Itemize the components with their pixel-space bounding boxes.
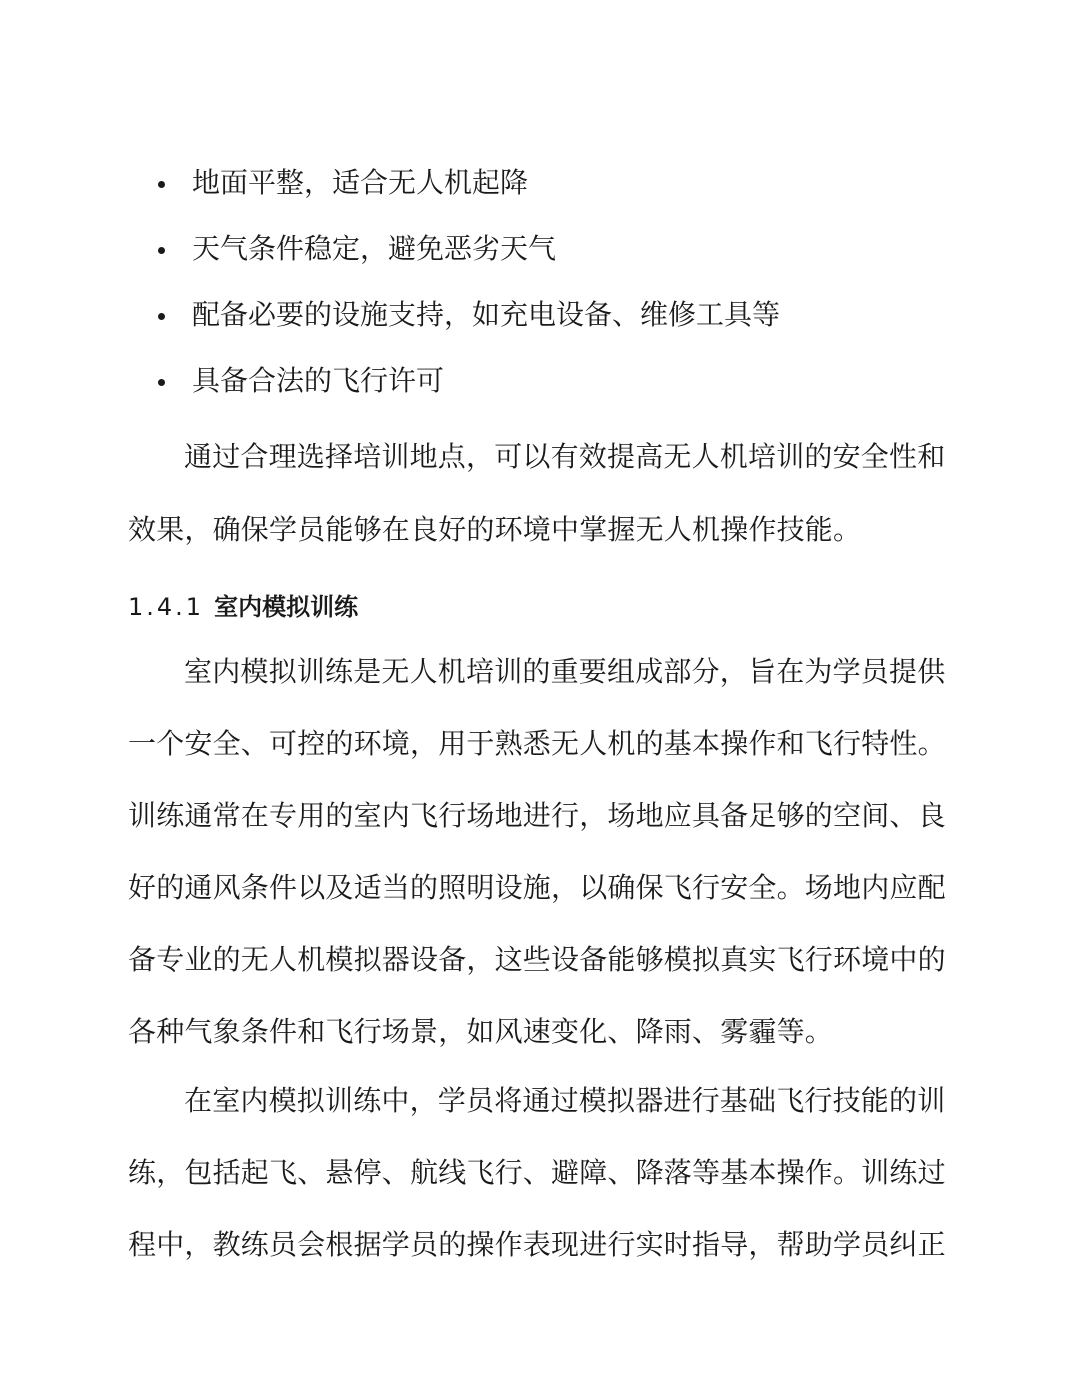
summary-paragraph xyxy=(128,420,958,566)
section-heading xyxy=(128,585,358,629)
paragraph-line: 一个安全、可控的环境，用于熟悉无人机的基本操作和飞行特性。 xyxy=(128,727,946,760)
paragraph-line: 训练通常在专用的室内飞行场地进行，场地应具备足够的空间、良 xyxy=(128,799,946,832)
intro-paragraph xyxy=(128,636,958,1068)
list-item xyxy=(150,287,780,353)
training-paragraph xyxy=(128,1065,958,1281)
list-item-text: 天气条件稳定，避免恶劣天气 xyxy=(192,232,557,265)
paragraph-line: 效果，确保学员能够在良好的环境中掌握无人机操作技能。 xyxy=(128,513,862,546)
paragraph-line: 备专业的无人机模拟器设备，这些设备能够模拟真实飞行环境中的 xyxy=(128,943,946,976)
paragraph-line: 程中，教练员会根据学员的操作表现进行实时指导，帮助学员纠正 xyxy=(128,1228,946,1261)
list-item-text: 配备必要的设施支持，如充电设备、维修工具等 xyxy=(192,298,781,331)
paragraph-line: 好的通风条件以及适当的照明设施，以确保飞行安全。场地内应配 xyxy=(128,871,946,904)
site-requirements-list xyxy=(150,155,780,419)
bullet-icon xyxy=(158,247,165,254)
bullet-icon xyxy=(158,181,165,188)
section-title: 室内模拟训练 xyxy=(214,593,359,621)
section-number: 1.4.1 xyxy=(128,593,205,621)
paragraph-line: 在室内模拟训练中，学员将通过模拟器进行基础飞行技能的训 xyxy=(184,1084,946,1117)
bullet-icon xyxy=(158,313,165,320)
bullet-icon xyxy=(158,379,165,386)
list-item xyxy=(150,155,780,221)
paragraph-line: 室内模拟训练是无人机培训的重要组成部分，旨在为学员提供 xyxy=(184,655,946,688)
list-item-text: 具备合法的飞行许可 xyxy=(192,364,445,397)
paragraph-line: 通过合理选择培训地点，可以有效提高无人机培训的安全性和 xyxy=(184,440,946,473)
list-item-text: 地面平整，适合无人机起降 xyxy=(192,166,529,199)
paragraph-line: 练，包括起飞、悬停、航线飞行、避障、降落等基本操作。训练过 xyxy=(128,1156,946,1189)
paragraph-line: 各种气象条件和飞行场景，如风速变化、降雨、雾霾等。 xyxy=(128,1015,834,1048)
list-item xyxy=(150,353,780,419)
list-item xyxy=(150,221,780,287)
